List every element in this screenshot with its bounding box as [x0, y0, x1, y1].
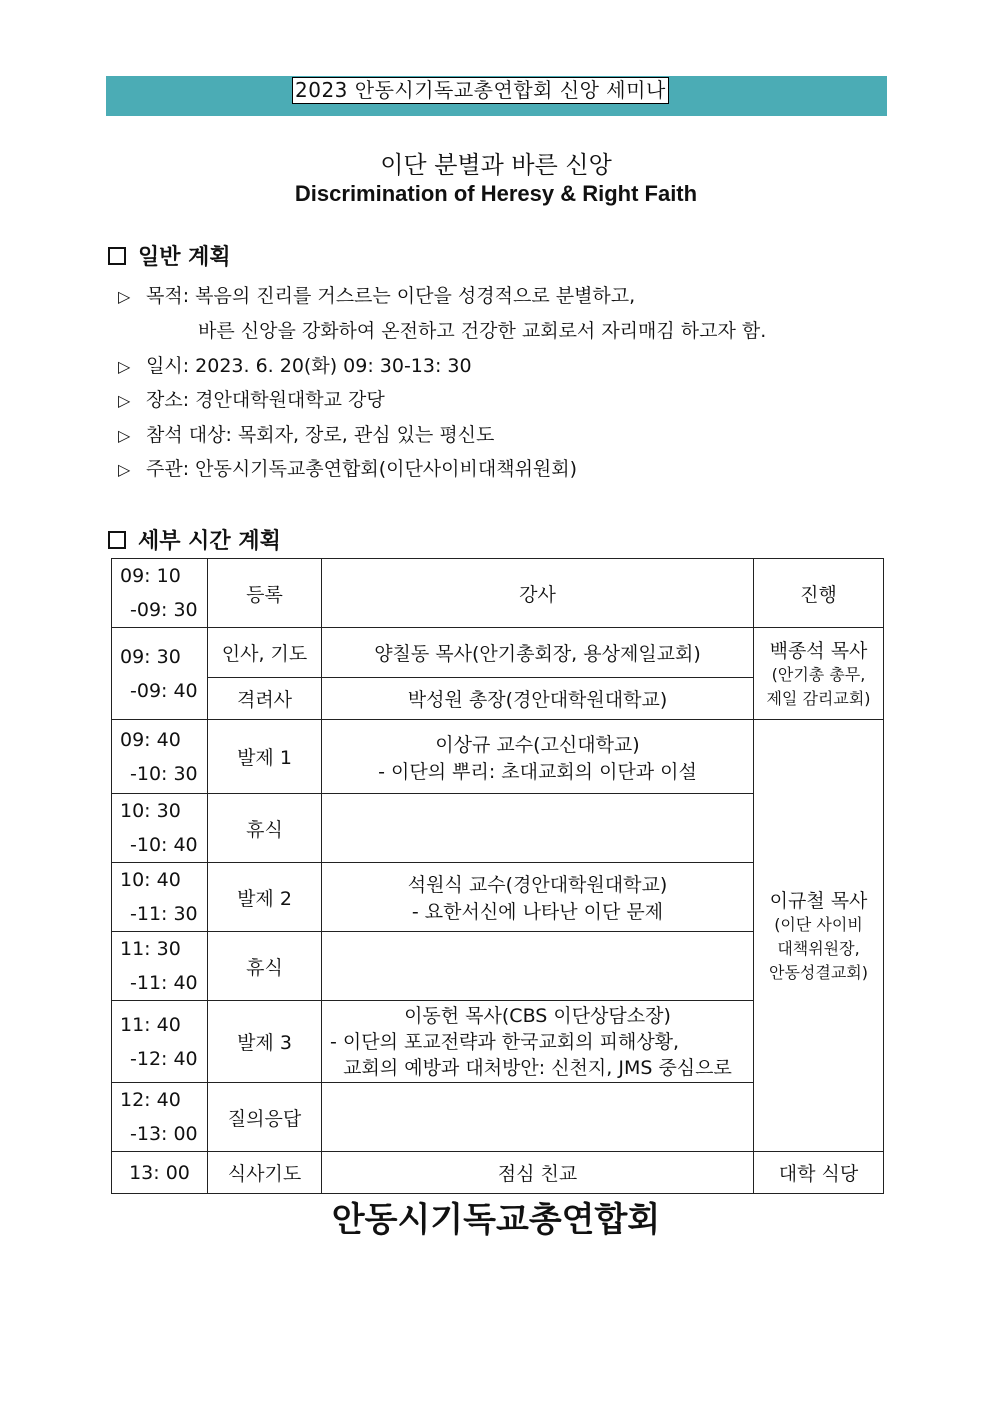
table-row: [112, 628, 884, 678]
table-header-row: [112, 559, 884, 628]
section-general-plan: 일반 계획: [108, 240, 231, 271]
banner-title: 2023 안동시기독교총연합회 신앙 세미나: [292, 77, 669, 104]
document-title-english: Discrimination of Heresy & Right Faith: [294, 181, 698, 206]
item-cell: 발제 1: [208, 720, 322, 794]
bullet-organizer: ▷ 주관: 안동시기독교총연합회(이단사이비대책위원회): [118, 458, 578, 480]
document-title-korean: 이단 분별과 바른 신앙: [380, 151, 612, 179]
item-cell: 식사기도: [208, 1152, 322, 1194]
table-row: [112, 1152, 884, 1194]
checkbox-square-icon: [108, 531, 126, 549]
item-cell: 격려사: [208, 678, 322, 720]
triangle-bullet-icon: ▷: [118, 287, 131, 306]
checkbox-square-icon: [108, 247, 126, 265]
bullet-purpose-continued: 바른 신앙을 강화하여 온전하고 건강한 교회로서 자리매김 하고자 함.: [198, 320, 767, 342]
host-cell: 대학 식당: [754, 1152, 884, 1194]
speaker-cell: [322, 1083, 754, 1152]
time-cell: 09: 30 -09: 40: [112, 628, 208, 720]
section-detailed-schedule: 세부 시간 계획: [108, 524, 281, 555]
speaker-cell: [322, 794, 754, 863]
triangle-bullet-icon: ▷: [118, 460, 131, 479]
time-cell: 09: 40 -10: 30: [112, 720, 208, 794]
host-cell-1: 백종석 목사 (안기총 총무, 제일 감리교회): [754, 628, 884, 720]
item-cell: 발제 2: [208, 863, 322, 932]
time-cell: 11: 40 -12: 40: [112, 1001, 208, 1083]
speaker-cell: 이상규 교수(고신대학교) - 이단의 뿌리: 초대교회의 이단과 이설: [322, 720, 754, 794]
time-cell: 13: 00: [112, 1152, 208, 1194]
bullet-purpose: ▷ 목적: 복음의 진리를 거스르는 이단을 성경적으로 분별하고,: [118, 285, 636, 307]
time-cell: 10: 40 -11: 30: [112, 863, 208, 932]
bullet-date: ▷ 일시: 2023. 6. 20(화) 09: 30-13: 30: [118, 355, 472, 377]
triangle-bullet-icon: ▷: [118, 391, 131, 410]
item-cell: 인사, 기도: [208, 628, 322, 678]
item-cell: 발제 3: [208, 1001, 322, 1083]
time-cell: 12: 40 -13: 00: [112, 1083, 208, 1152]
speaker-cell: 석원식 교수(경안대학원대학교) - 요한서신에 나타난 이단 문제: [322, 863, 754, 932]
item-header: 등록: [208, 559, 322, 628]
speaker-cell: 양칠동 목사(안기총회장, 용상제일교회): [322, 628, 754, 678]
speaker-cell: [322, 932, 754, 1001]
speaker-cell: 이동헌 목사(CBS 이단상담소장) - 이단의 포교전략과 한국교회의 피해상황, 교회의 예방과 대처방안: 신천지, JMS 중심으로: [322, 1001, 754, 1083]
item-cell: 휴식: [208, 794, 322, 863]
host-header: 진행: [754, 559, 884, 628]
host-cell-2: 이규철 목사 (이단 사이비 대책위원장, 안동성결교회): [754, 720, 884, 1152]
item-cell: 질의응답: [208, 1083, 322, 1152]
time-cell: 11: 30 -11: 40: [112, 932, 208, 1001]
speaker-header: 강사: [322, 559, 754, 628]
time-cell: 10: 30 -10: 40: [112, 794, 208, 863]
bullet-attendees: ▷ 참석 대상: 목회자, 장로, 관심 있는 평신도: [118, 424, 495, 446]
triangle-bullet-icon: ▷: [118, 426, 131, 445]
item-cell: 휴식: [208, 932, 322, 1001]
time-cell: 09: 10 -09: 30: [112, 559, 208, 628]
speaker-cell: 박성원 총장(경안대학원대학교): [322, 678, 754, 720]
triangle-bullet-icon: ▷: [118, 357, 131, 376]
speaker-cell: 점심 친교: [322, 1152, 754, 1194]
bullet-place: ▷ 장소: 경안대학원대학교 강당: [118, 389, 385, 411]
table-row: [112, 720, 884, 794]
schedule-table: [111, 558, 884, 1194]
organization-footer: 안동시기독교총연합회: [331, 1200, 661, 1240]
